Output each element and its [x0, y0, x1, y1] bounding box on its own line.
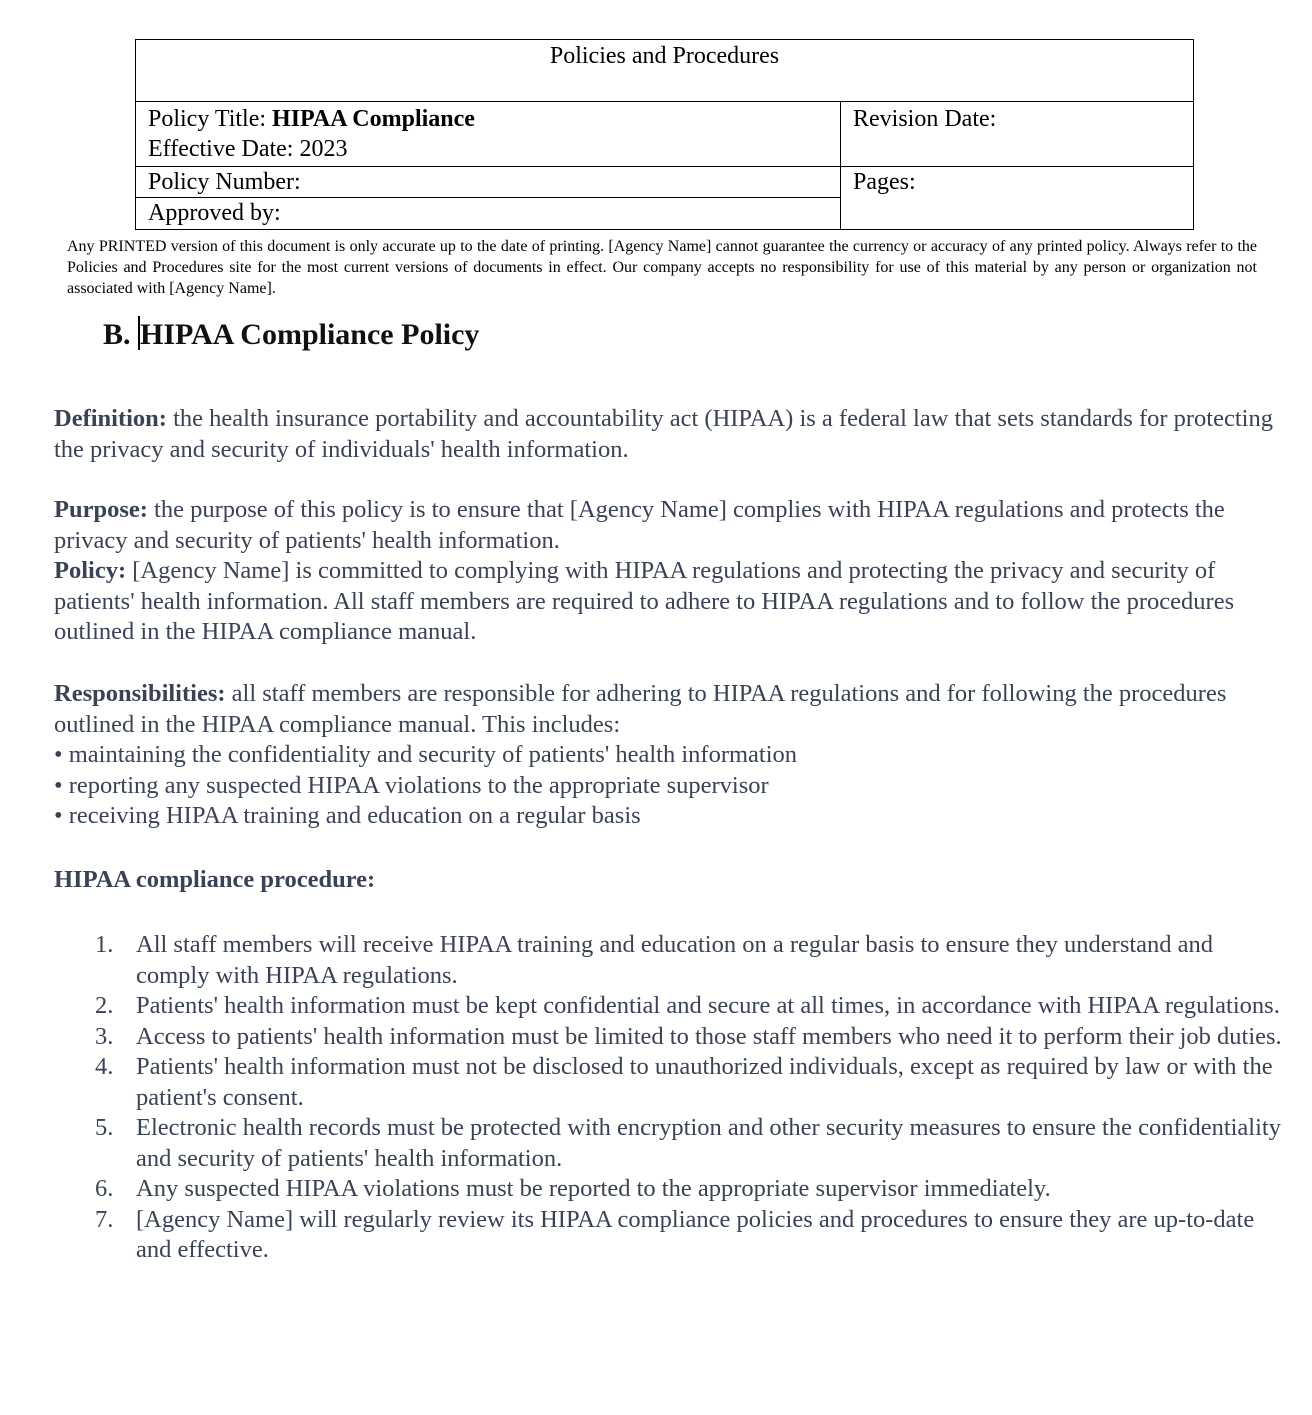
policy-title-value: HIPAA Compliance: [272, 106, 475, 132]
step-text: Patients' health information must be kept confidential and secure at all times, in accordance with HIPAA regulations.: [136, 992, 1280, 1019]
revision-date-cell: [841, 102, 1194, 167]
purpose-paragraph: [54, 495, 1284, 556]
policy-text: [Agency Name] is committed to complying with HIPAA regulations and protecting the privacy and security of patients' health information. All staff members are required to adhere to HIPAA regulations and to follow the procedures outlined in the HIPAA compliance manual.: [54, 557, 1235, 645]
effective-date: Effective Date: 2023: [148, 136, 348, 162]
policy-label: Policy:: [54, 557, 127, 584]
step-number: 3.: [95, 1022, 114, 1050]
purpose-label: Purpose:: [54, 496, 148, 523]
procedure-step: [54, 991, 1284, 1022]
responsibilities-text: all staff members are responsible for adhering to HIPAA regulations and for following the procedures outlined in the HIPAA compliance manual. This includes:: [54, 680, 1227, 738]
approved-by-label: Approved by:: [148, 200, 281, 226]
policy-paragraph: [54, 556, 1284, 648]
procedure-step: [54, 1052, 1284, 1113]
pages-label: Pages:: [853, 169, 916, 195]
step-number: 4.: [95, 1053, 114, 1080]
revision-date-label: Revision Date:: [853, 106, 997, 132]
step-text: Access to patients' health information must be limited to those staff members who need it to perform their job duties.: [136, 1022, 1282, 1050]
procedure-heading-block: [54, 865, 1284, 896]
responsibility-bullet: • receiving HIPAA training and education on a regular basis: [54, 802, 641, 829]
procedure-step: [54, 1174, 1284, 1205]
definition-text: the health insurance portability and accountability act (HIPAA) is a federal law that sets standards for protecting the privacy and security of individuals' health information.: [54, 405, 1273, 463]
responsibilities-block: [54, 679, 1284, 832]
step-text: Patients' health information must not be disclosed to unauthorized individuals, except as required by law or with the patient's consent.: [136, 1053, 1273, 1111]
section-heading: [103, 316, 479, 354]
print-disclaimer: Any PRINTED version of this document is only accurate up to the date of printing. [Agency Name] cannot guarantee the currency or accuracy of any printed policy. Always refer to the Policies and Procedures site for the most current versions of documents in effect. Our company accepts no responsibility for use of this material by any person or organization not associated with [Agency Name].: [67, 238, 1257, 297]
step-text: [Agency Name] will regularly review its HIPAA compliance policies and procedures to ensure they are up-to-date and effective.: [136, 1205, 1255, 1263]
step-text: Electronic health records must be protected with encryption and other security measures to ensure the confidentiality and security of patients' health information.: [136, 1114, 1281, 1172]
procedure-step: [54, 930, 1284, 991]
definition-paragraph: [54, 404, 1284, 465]
policy-number-label: Policy Number:: [148, 169, 301, 195]
procedure-step: [54, 1022, 1284, 1053]
policy-title-cell: [136, 102, 841, 167]
responsibility-bullet: • maintaining the confidentiality and security of patients' health information: [54, 741, 798, 768]
pages-cell: [841, 167, 1194, 230]
header-title: Policies and Procedures: [549, 43, 780, 69]
step-number: 2.: [95, 992, 114, 1019]
procedure-heading: HIPAA compliance procedure:: [54, 866, 376, 893]
step-number: 6.: [95, 1175, 114, 1202]
header-title-cell: [136, 40, 1194, 102]
policy-header-table: [135, 39, 1194, 230]
section-title: HIPAA Compliance Policy: [140, 318, 480, 351]
purpose-policy-block: [54, 495, 1284, 648]
policy-title-label: Policy Title:: [148, 106, 273, 132]
procedure-step: [54, 1205, 1284, 1266]
purpose-text: the purpose of this policy is to ensure that [Agency Name] complies with HIPAA regulations and protects the privacy and security of patients' health information.: [54, 496, 1225, 554]
procedure-steps-list: [54, 930, 1284, 1266]
step-number: 5.: [95, 1114, 114, 1141]
section-prefix: B.: [103, 318, 139, 351]
definition-label: Definition:: [54, 405, 167, 432]
policy-number-cell: [136, 167, 841, 198]
procedure-step: [54, 1113, 1284, 1174]
approved-by-cell: [136, 198, 841, 230]
responsibility-bullet: • reporting any suspected HIPAA violations to the appropriate supervisor: [54, 771, 769, 799]
step-text: Any suspected HIPAA violations must be reported to the appropriate supervisor immediately.: [136, 1175, 1051, 1202]
step-text: All staff members will receive HIPAA training and education on a regular basis to ensure they understand and comply with HIPAA regulations.: [136, 931, 1214, 989]
step-number: 1.: [95, 931, 114, 958]
responsibilities-paragraph: [54, 679, 1284, 740]
step-number: 7.: [95, 1205, 114, 1233]
responsibilities-label: Responsibilities:: [54, 680, 226, 707]
